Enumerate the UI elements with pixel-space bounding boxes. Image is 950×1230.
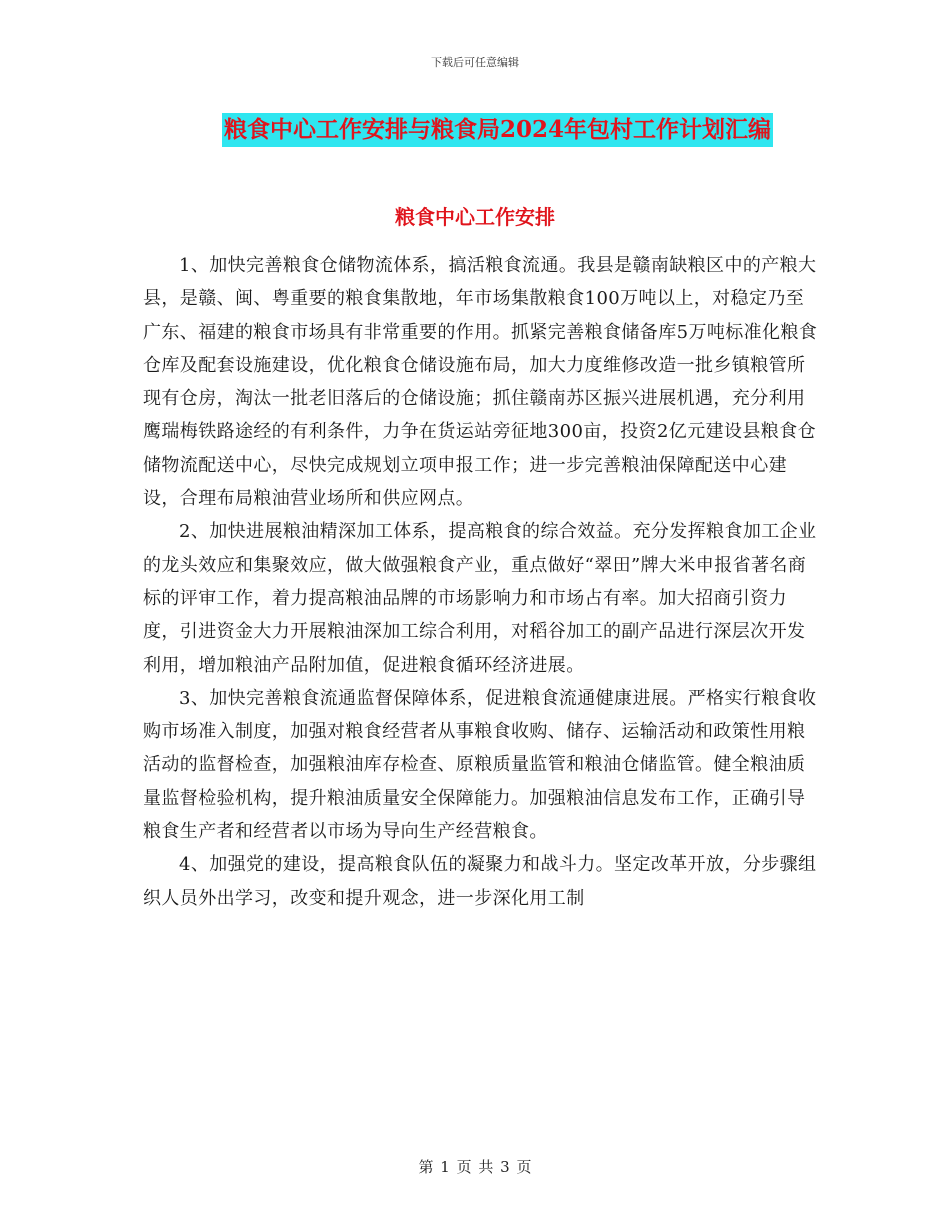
paragraph-4: 4、加强党的建设，提高粮食队伍的凝聚力和战斗力。坚定改革开放，分步骤组织人员外出学习，改变和提升观念，进一步深化用工制 xyxy=(143,854,817,909)
page-number: 第 1 页 共 3 页 xyxy=(418,1158,532,1176)
paragraph-3: 3、加快完善粮食流通监督保障体系，促进粮食流通健康进展。严格实行粮食收购市场准入制度，加强对粮食经营者从事粮食收购、储存、运输活动和政策性用粮活动的监督检查，加强粮油库存检查、原粮质量监管和粮油仓储监管。健全粮油质量监督检验机构，提升粮油质量安全保障能力。加强粮油信息发布工作，正确引导粮食生产者和经营者以市场为导向生产经营粮食。 xyxy=(143,687,817,843)
paragraph-1: 1、加快完善粮食仓储物流体系，搞活粮食流通。我县是赣南缺粮区中的产粮大县，是赣、闽、粤重要的粮食集散地，年市场集散粮食100万吨以上，对稳定乃至广东、福建的粮食市场具有非常重要的作用。抓紧完善粮食储备库5万吨标准化粮食仓库及配套设施建设，优化粮食仓储设施布局，加大力度维修改造一批乡镇粮管所现有仓房，淘汰一批老旧落后的仓储设施；抓住赣南苏区振兴进展机遇，充分利用鹰瑞梅铁路途经的有利条件，力争在货运站旁征地300亩，投资2亿元建设县粮食仓储物流配送中心，尽快完成规划立项申报工作；进一步完善粮油保障配送中心建设，合理布局粮油营业场所和供应网点。 xyxy=(143,255,818,510)
section-title: 粮食中心工作安排 xyxy=(395,205,555,229)
document-title-container xyxy=(0,113,950,147)
document-title: 粮食中心工作安排与粮食局2024年包村工作计划汇编 xyxy=(222,113,773,147)
paragraph-2: 2、加快进展粮油精深加工体系，提高粮食的综合效益。充分发挥粮食加工企业的龙头效应和集聚效应，做大做强粮食产业，重点做好“翠田”牌大米申报省著名商标的评审工作，着力提高粮油品牌的市场影响力和市场占有率。加大招商引资力度，引进资金大力开展粮油深加工综合利用，对稻谷加工的副产品进行深层次开发利用，增加粮油产品附加值，促进粮食循环经济进展。 xyxy=(143,521,817,676)
header-note: 下载后可任意编辑 xyxy=(431,56,519,69)
body-text xyxy=(143,249,820,915)
